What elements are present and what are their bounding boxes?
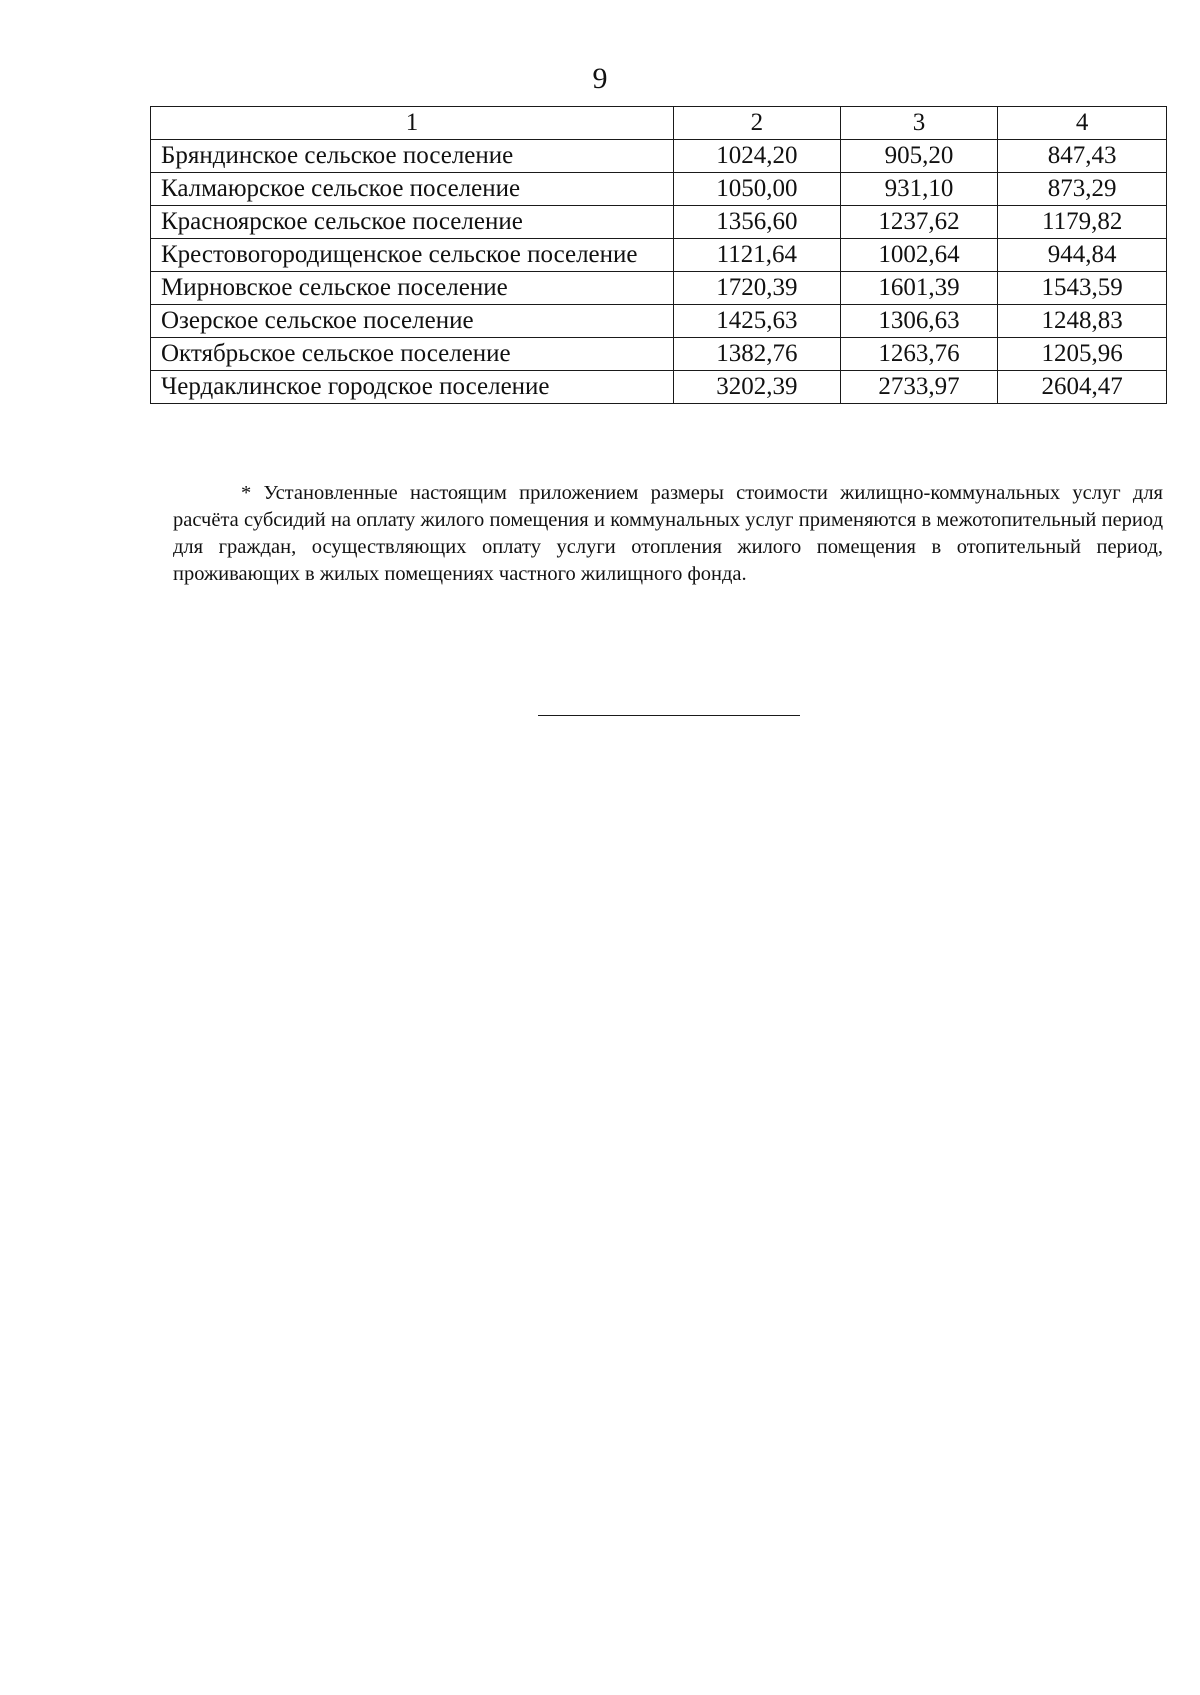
value-cell: 1425,63 bbox=[673, 305, 840, 338]
value-cell: 1050,00 bbox=[673, 173, 840, 206]
column-header: 1 bbox=[151, 107, 674, 140]
value-cell: 1263,76 bbox=[840, 338, 998, 371]
table-header-row bbox=[151, 107, 1167, 140]
column-header: 2 bbox=[673, 107, 840, 140]
footnote-text: * Установленные настоящим приложением размеры стоимости жилищно-коммунальных услуг для расчёта субсидий на оплату жилого помещения и коммунальных услуг применяются в межотопительный период для граждан, осуществляющих оплату услуги отопления жилого помещения в отопительный период, проживающих в жилых помещениях частного жилищного фонда. bbox=[173, 482, 1163, 585]
separator-line bbox=[538, 715, 800, 716]
settlement-name: Октябрьское сельское поселение bbox=[151, 338, 674, 371]
settlement-name: Красноярское сельское поселение bbox=[151, 206, 674, 239]
table-row bbox=[151, 206, 1167, 239]
column-header: 4 bbox=[998, 107, 1167, 140]
table-row bbox=[151, 173, 1167, 206]
value-cell: 931,10 bbox=[840, 173, 998, 206]
value-cell: 1601,39 bbox=[840, 272, 998, 305]
column-header: 3 bbox=[840, 107, 998, 140]
settlement-name: Крестовогородищенское сельское поселение bbox=[151, 239, 674, 272]
value-cell: 1543,59 bbox=[998, 272, 1167, 305]
cost-table bbox=[150, 106, 1167, 404]
value-cell: 847,43 bbox=[998, 140, 1167, 173]
value-cell: 1205,96 bbox=[998, 338, 1167, 371]
value-cell: 944,84 bbox=[998, 239, 1167, 272]
value-cell: 2733,97 bbox=[840, 371, 998, 404]
settlement-name: Бряндинское сельское поселение bbox=[151, 140, 674, 173]
table-row bbox=[151, 371, 1167, 404]
value-cell: 1382,76 bbox=[673, 338, 840, 371]
table-row bbox=[151, 305, 1167, 338]
value-cell: 905,20 bbox=[840, 140, 998, 173]
value-cell: 1720,39 bbox=[673, 272, 840, 305]
value-cell: 1356,60 bbox=[673, 206, 840, 239]
table-row bbox=[151, 239, 1167, 272]
settlement-name: Чердаклинское городское поселение bbox=[151, 371, 674, 404]
footnote bbox=[173, 480, 1163, 588]
value-cell: 1306,63 bbox=[840, 305, 998, 338]
value-cell: 2604,47 bbox=[998, 371, 1167, 404]
value-cell: 1121,64 bbox=[673, 239, 840, 272]
value-cell: 873,29 bbox=[998, 173, 1167, 206]
settlement-name: Калмаюрское сельское поселение bbox=[151, 173, 674, 206]
settlement-name: Мирновское сельское поселение bbox=[151, 272, 674, 305]
table-row bbox=[151, 140, 1167, 173]
value-cell: 1002,64 bbox=[840, 239, 998, 272]
value-cell: 1248,83 bbox=[998, 305, 1167, 338]
value-cell: 1024,20 bbox=[673, 140, 840, 173]
value-cell: 1179,82 bbox=[998, 206, 1167, 239]
settlement-name: Озерское сельское поселение bbox=[151, 305, 674, 338]
value-cell: 3202,39 bbox=[673, 371, 840, 404]
table-row bbox=[151, 338, 1167, 371]
value-cell: 1237,62 bbox=[840, 206, 998, 239]
page-number: 9 bbox=[592, 62, 608, 95]
table-row bbox=[151, 272, 1167, 305]
